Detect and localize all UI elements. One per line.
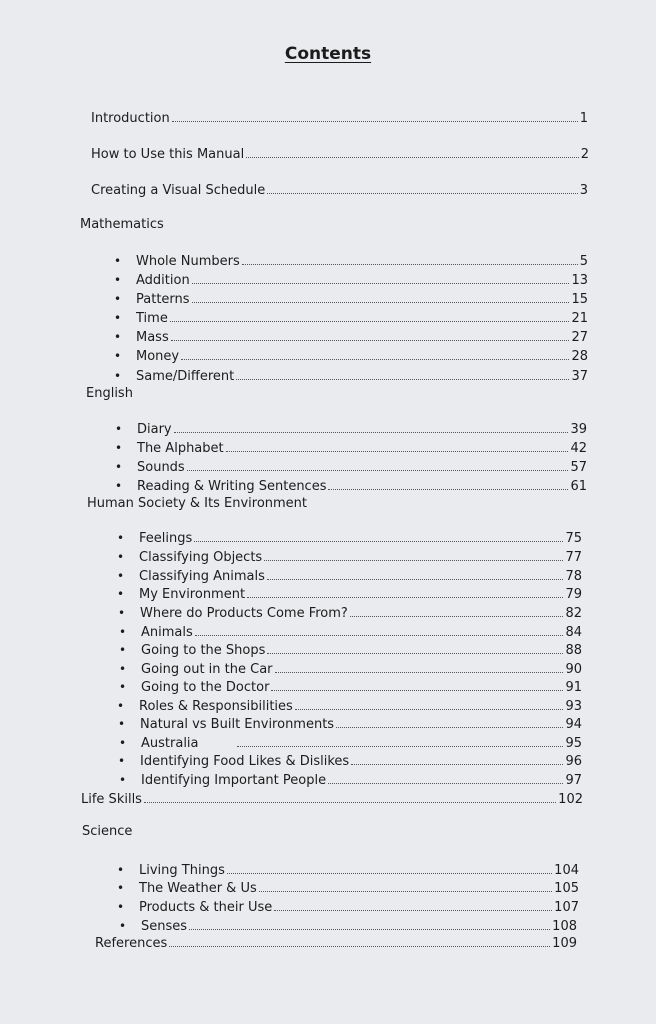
entry-page: 90 xyxy=(565,662,582,677)
entry-page: 88 xyxy=(565,643,582,658)
dot-leader xyxy=(237,736,564,747)
entry-label: Addition xyxy=(136,273,190,288)
toc-entry-introduction xyxy=(91,110,588,128)
bullet-icon: • xyxy=(119,919,127,933)
contents-title: Contents xyxy=(284,44,372,64)
dot-leader xyxy=(295,699,564,710)
entry-label: Identifying Important People xyxy=(141,773,327,788)
entry-page: 27 xyxy=(571,330,588,345)
entry-page: 57 xyxy=(570,460,587,475)
toc-entry xyxy=(114,252,588,271)
toc-entry-how-to-use xyxy=(91,146,589,164)
entry-label: References xyxy=(95,936,168,951)
entry-page: 107 xyxy=(554,900,579,915)
entry-page: 21 xyxy=(571,311,588,326)
entry-page: 108 xyxy=(552,919,577,934)
entry-label: Going to the Shops xyxy=(141,643,266,658)
toc-entry xyxy=(118,604,582,623)
bullet-icon: • xyxy=(115,460,123,474)
section-heading-hsie: Human Society & Its Environment xyxy=(87,496,308,511)
toc-entry-references xyxy=(95,935,577,953)
dot-leader xyxy=(274,900,552,911)
entry-page: 28 xyxy=(571,349,588,364)
entry-label: Living Things xyxy=(139,863,225,878)
dot-leader xyxy=(194,531,563,542)
toc-entry xyxy=(117,861,579,880)
entry-page: 78 xyxy=(565,569,582,584)
entry-label: Roles & Responsibilities xyxy=(139,699,293,714)
entry-label: Whole Numbers xyxy=(136,254,240,269)
dot-leader xyxy=(275,662,564,673)
entry-page: 61 xyxy=(570,479,587,494)
dot-leader xyxy=(242,254,578,265)
dot-leader xyxy=(227,863,552,874)
entry-label: Diary xyxy=(137,422,172,437)
dot-leader xyxy=(271,680,563,691)
entry-page: 77 xyxy=(565,550,582,565)
entry-page: 93 xyxy=(565,699,582,714)
bullet-icon: • xyxy=(119,773,127,787)
toc-entry xyxy=(117,898,579,917)
bullet-icon: • xyxy=(114,330,122,344)
bullet-icon: • xyxy=(119,625,127,639)
dot-leader xyxy=(236,369,569,380)
dot-leader xyxy=(350,606,564,617)
dot-leader xyxy=(351,754,563,765)
toc-entry xyxy=(114,271,588,290)
toc-entry xyxy=(115,420,587,439)
bullet-icon: • xyxy=(115,441,123,455)
dot-leader xyxy=(246,147,579,158)
toc-entry xyxy=(114,309,588,328)
section-heading-science: Science xyxy=(82,824,133,839)
dot-leader xyxy=(192,273,570,284)
dot-leader xyxy=(170,311,570,322)
entry-page: 79 xyxy=(565,587,582,602)
entry-page: 84 xyxy=(565,625,582,640)
entry-page: 42 xyxy=(570,441,587,456)
bullet-icon: • xyxy=(115,479,123,493)
entry-page: 15 xyxy=(571,292,588,307)
entry-page: 91 xyxy=(565,680,582,695)
bullet-icon: • xyxy=(117,569,125,583)
dot-leader xyxy=(144,792,556,803)
entry-page: 109 xyxy=(552,936,577,951)
dot-leader xyxy=(336,717,563,728)
entry-page: 37 xyxy=(571,369,588,384)
dot-leader xyxy=(189,919,550,930)
entry-label: Mass xyxy=(136,330,169,345)
toc-entry xyxy=(119,771,582,790)
toc-entry xyxy=(119,734,582,753)
bullet-icon: • xyxy=(114,273,122,287)
entry-label: Going out in the Car xyxy=(141,662,273,677)
entry-page: 82 xyxy=(565,606,582,621)
dot-leader xyxy=(172,111,578,122)
toc-entry xyxy=(114,328,588,347)
entry-label: Where do Products Come From? xyxy=(140,606,348,621)
entry-label: Sounds xyxy=(137,460,185,475)
dot-leader xyxy=(171,330,570,341)
toc-entry xyxy=(114,367,588,386)
toc-entry xyxy=(119,641,582,660)
entry-label: The Weather & Us xyxy=(139,881,257,896)
entry-page: 104 xyxy=(554,863,579,878)
entry-label: Introduction xyxy=(91,111,170,126)
toc-entry xyxy=(117,567,582,586)
dot-leader xyxy=(226,441,569,452)
toc-entry xyxy=(115,439,587,458)
entry-label: Creating a Visual Schedule xyxy=(91,183,266,198)
entry-page: 5 xyxy=(579,254,588,269)
toc-entry-visual-schedule xyxy=(91,182,588,200)
entry-page: 96 xyxy=(565,754,582,769)
entry-page: 95 xyxy=(565,736,582,751)
toc-entry xyxy=(118,715,582,734)
toc-entry xyxy=(117,697,582,716)
dot-leader xyxy=(328,479,568,490)
bullet-icon: • xyxy=(117,531,125,545)
toc-entry xyxy=(119,678,582,697)
section-heading-english: English xyxy=(86,386,133,401)
bullet-icon: • xyxy=(114,369,122,383)
entry-label: My Environment xyxy=(139,587,246,602)
bullet-icon: • xyxy=(118,606,126,620)
dot-leader xyxy=(264,550,563,561)
entry-page: 97 xyxy=(565,773,582,788)
dot-leader xyxy=(174,422,569,433)
bullet-icon: • xyxy=(118,754,126,768)
dot-leader xyxy=(267,183,578,194)
entry-page: 13 xyxy=(571,273,588,288)
toc-entry xyxy=(115,477,587,496)
toc-entry xyxy=(114,347,588,366)
bullet-icon: • xyxy=(117,900,125,914)
dot-leader xyxy=(259,881,552,892)
toc-entry xyxy=(117,529,582,548)
toc-entry xyxy=(119,623,582,642)
dot-leader xyxy=(328,773,563,784)
toc-entry-life-skills xyxy=(81,791,583,809)
entry-label: Products & their Use xyxy=(139,900,273,915)
entry-label: Time xyxy=(136,311,168,326)
entry-label: Patterns xyxy=(136,292,190,307)
bullet-icon: • xyxy=(119,680,127,694)
toc-entry xyxy=(115,458,587,477)
entry-label: Feelings xyxy=(139,531,193,546)
toc-entry xyxy=(117,585,582,604)
bullet-icon: • xyxy=(117,587,125,601)
dot-leader xyxy=(267,569,564,580)
toc-entry xyxy=(117,879,579,898)
entry-label: The Alphabet xyxy=(137,441,224,456)
dot-leader xyxy=(187,460,569,471)
bullet-icon: • xyxy=(119,662,127,676)
entry-label: Classifying Objects xyxy=(139,550,263,565)
entry-page: 1 xyxy=(579,111,588,126)
entry-page: 2 xyxy=(580,147,589,162)
entry-label: Natural vs Built Environments xyxy=(140,717,335,732)
entry-label: Australia xyxy=(141,736,199,751)
bullet-icon: • xyxy=(119,643,127,657)
entry-label: Classifying Animals xyxy=(139,569,265,584)
toc-entry xyxy=(118,752,582,771)
bullet-icon: • xyxy=(114,311,122,325)
entry-page: 94 xyxy=(565,717,582,732)
bullet-icon: • xyxy=(117,863,125,877)
dot-leader xyxy=(181,349,569,360)
section-heading-mathematics: Mathematics xyxy=(80,217,164,232)
bullet-icon: • xyxy=(117,550,125,564)
dot-leader xyxy=(195,625,564,636)
entry-page: 105 xyxy=(554,881,579,896)
bullet-icon: • xyxy=(115,422,123,436)
bullet-icon: • xyxy=(114,349,122,363)
entry-label: How to Use this Manual xyxy=(91,147,245,162)
bullet-icon: • xyxy=(114,292,122,306)
bullet-icon: • xyxy=(117,881,125,895)
dot-leader xyxy=(169,936,550,947)
entry-label: Reading & Writing Sentences xyxy=(137,479,327,494)
entry-label: Animals xyxy=(141,625,193,640)
entry-label: Senses xyxy=(141,919,188,934)
toc-entry xyxy=(119,917,577,936)
entry-label: Going to the Doctor xyxy=(141,680,270,695)
entry-page: 39 xyxy=(570,422,587,437)
dot-leader xyxy=(192,292,570,303)
bullet-icon: • xyxy=(119,736,127,750)
dot-leader xyxy=(247,587,563,598)
toc-entry xyxy=(119,660,582,679)
bullet-icon: • xyxy=(114,254,122,268)
entry-label: Identifying Food Likes & Dislikes xyxy=(140,754,350,769)
dot-leader xyxy=(267,643,563,654)
entry-label: Same/Different xyxy=(136,369,235,384)
bullet-icon: • xyxy=(118,717,126,731)
entry-label: Money xyxy=(136,349,180,364)
entry-page: 102 xyxy=(558,792,583,807)
toc-entry xyxy=(114,290,588,309)
entry-page: 75 xyxy=(565,531,582,546)
bullet-icon: • xyxy=(117,699,125,713)
entry-label: Life Skills xyxy=(81,792,142,807)
toc-entry xyxy=(117,548,582,567)
entry-page: 3 xyxy=(579,183,588,198)
